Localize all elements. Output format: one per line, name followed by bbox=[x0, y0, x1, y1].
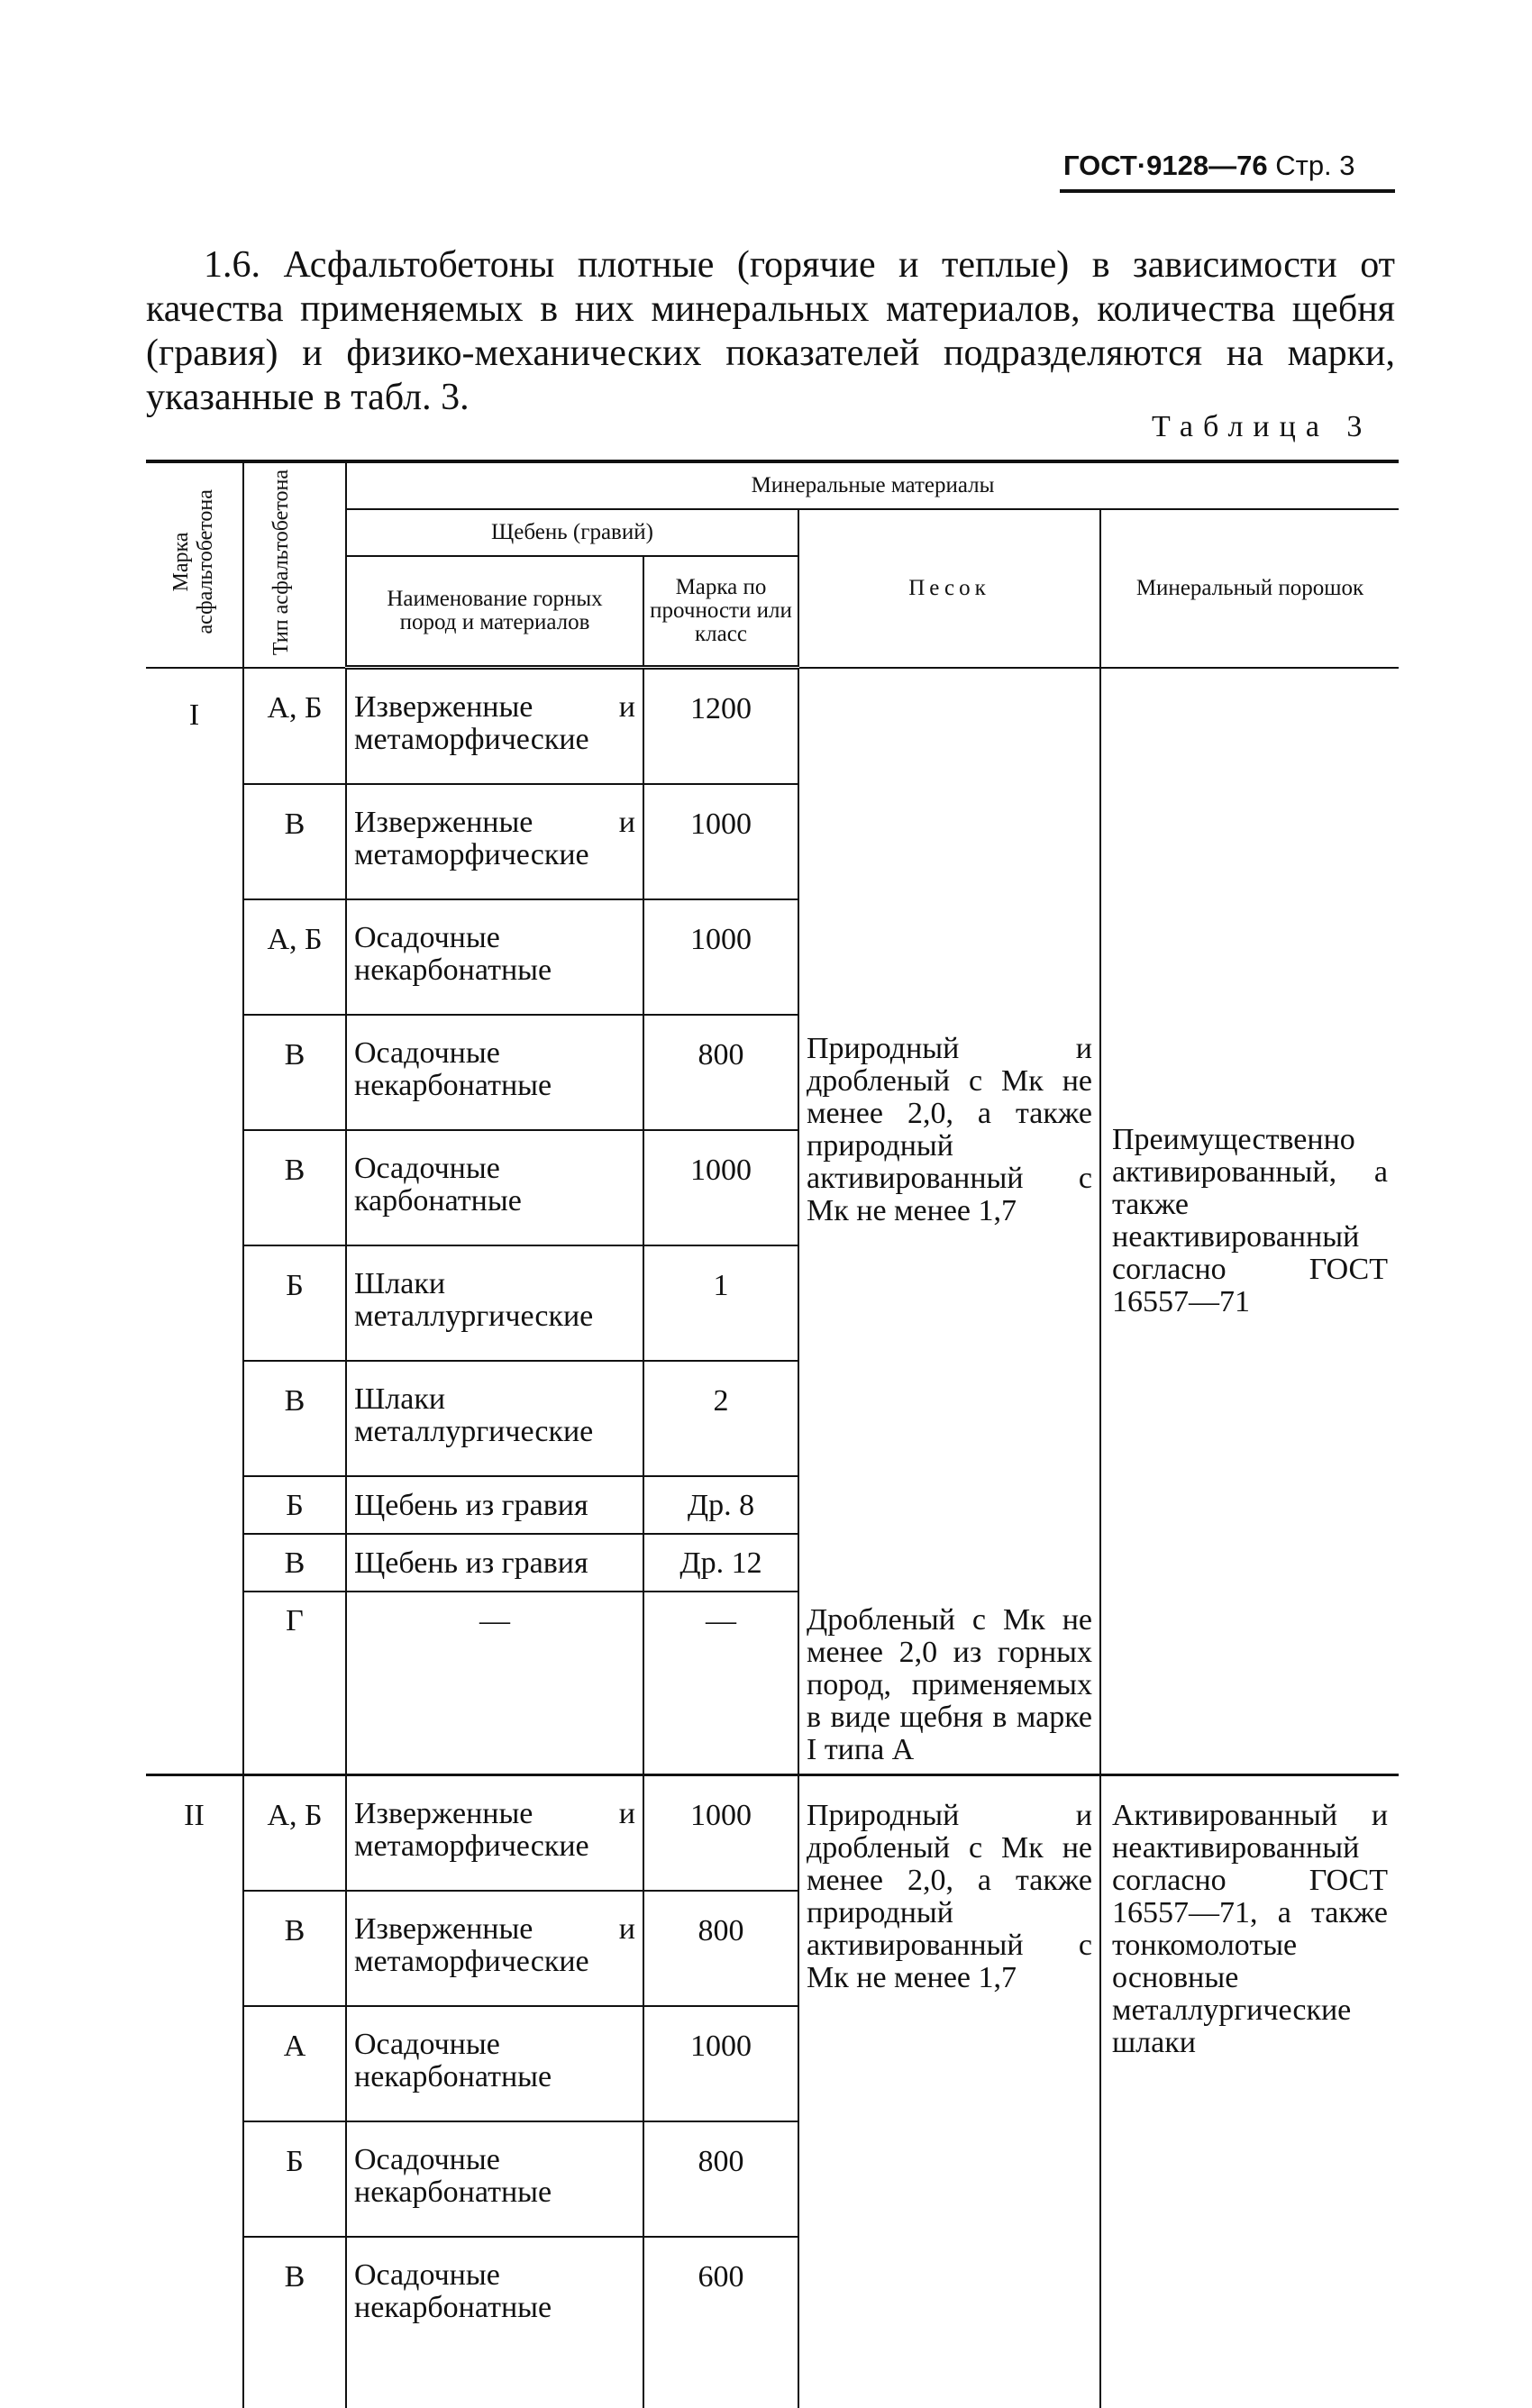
rock-name-cell: Осадочные некарбонатные bbox=[346, 2121, 643, 2237]
type-cell: А, Б bbox=[243, 668, 346, 785]
asphalt-grades-table bbox=[146, 460, 1399, 2408]
strength-cell: 800 bbox=[643, 2121, 798, 2237]
brand-cell-II: II bbox=[146, 1775, 243, 2408]
type-cell: А bbox=[243, 2006, 346, 2121]
type-cell: В bbox=[243, 1361, 346, 1476]
rock-name-cell: Осадочные некарбонатные bbox=[346, 1015, 643, 1130]
type-cell: В bbox=[243, 2237, 346, 2408]
powder-cell-I: Преимущественно активированный, а также неактивированный согласно ГОСТ 16557—71 bbox=[1100, 668, 1399, 1775]
header-brand-label: Марка асфальтобетона bbox=[169, 461, 220, 664]
type-cell: Б bbox=[243, 1245, 346, 1361]
sand-cell-I: Природный и дробленый с Мк не менее 2,0, а также природный активированный с Мк не менее 1,7 bbox=[798, 668, 1100, 1592]
header-brand bbox=[146, 461, 243, 668]
gost-number: ГОСТ·9128—76 bbox=[1063, 150, 1268, 181]
strength-cell: 800 bbox=[643, 1891, 798, 2006]
rock-name-cell: Щебень из гравия bbox=[346, 1534, 643, 1592]
rock-name-cell: Осадочные некарбонатные bbox=[346, 2006, 643, 2121]
table-row bbox=[146, 1775, 1399, 1892]
type-cell: В bbox=[243, 1130, 346, 1245]
type-cell: Г bbox=[243, 1592, 346, 1775]
table-body bbox=[146, 668, 1399, 2408]
page-number: Стр. 3 bbox=[1275, 150, 1354, 181]
strength-cell: 800 bbox=[643, 1015, 798, 1130]
header-powder: Минеральный порошок bbox=[1100, 509, 1399, 668]
rock-name-cell: Шлаки металлургические bbox=[346, 1361, 643, 1476]
type-cell: В bbox=[243, 1015, 346, 1130]
table-header bbox=[146, 461, 1399, 668]
header-mineral-materials: Минеральные материалы bbox=[346, 461, 1399, 509]
running-head bbox=[1063, 150, 1355, 182]
header-strength: Марка по прочности или класс bbox=[643, 556, 798, 668]
strength-cell: 1200 bbox=[643, 668, 798, 785]
strength-cell: 1000 bbox=[643, 1130, 798, 1245]
table-row bbox=[146, 668, 1399, 785]
type-cell: В bbox=[243, 1534, 346, 1592]
header-type bbox=[243, 461, 346, 668]
strength-cell: 1000 bbox=[643, 1775, 798, 1892]
rock-name-cell: Изверженные и метаморфические bbox=[346, 1775, 643, 1892]
sand-cell-II: Природный и дробленый с Мк не менее 2,0, а также природный активированный с Мк не менее 1,7 bbox=[798, 1775, 1100, 2408]
rock-name-cell: Осадочные некарбонатные bbox=[346, 899, 643, 1015]
rock-name-cell: Щебень из гравия bbox=[346, 1476, 643, 1534]
strength-cell: Др. 12 bbox=[643, 1534, 798, 1592]
rock-name-cell: — bbox=[346, 1592, 643, 1775]
brand-cell-I: I bbox=[146, 668, 243, 1775]
type-cell: В bbox=[243, 1891, 346, 2006]
strength-cell: 1000 bbox=[643, 784, 798, 899]
rock-name-cell: Осадочные некарбонатные bbox=[346, 2237, 643, 2408]
strength-cell: 1 bbox=[643, 1245, 798, 1361]
type-cell: Б bbox=[243, 2121, 346, 2237]
strength-cell: 1000 bbox=[643, 2006, 798, 2121]
rock-name-cell: Шлаки металлургические bbox=[346, 1245, 643, 1361]
rock-name-cell: Изверженные и метаморфические bbox=[346, 784, 643, 899]
header-sand: Песок bbox=[798, 509, 1100, 668]
strength-cell: — bbox=[643, 1592, 798, 1775]
strength-cell: Др. 8 bbox=[643, 1476, 798, 1534]
type-cell: А, Б bbox=[243, 1775, 346, 1892]
rock-name-cell: Осадочные карбонатные bbox=[346, 1130, 643, 1245]
sand-cell-I-G: Дробленый с Мк не менее 2,0 из горных пород, применяемых в виде щебня в марке I типа А bbox=[798, 1592, 1100, 1775]
header-crushed-stone: Щебень (гравий) bbox=[346, 509, 798, 556]
type-cell: Б bbox=[243, 1476, 346, 1534]
header-type-label: Тип асфальтобетона bbox=[269, 470, 320, 655]
strength-cell: 600 bbox=[643, 2237, 798, 2408]
strength-cell: 1000 bbox=[643, 899, 798, 1015]
powder-cell-II: Активированный и неактивированный согласно ГОСТ 16557—71, а также тонкомолотые основные металлургические шлаки bbox=[1100, 1775, 1399, 2408]
header-rule bbox=[1060, 189, 1395, 193]
paragraph-1-6: 1.6. Асфальтобетоны плотные (горячие и теплые) в зависимости от качества применяемых в них минеральных материалов, количества щебня (гравия) и физико-механических показателей подразделяются на марки, указанные в табл. 3. bbox=[146, 243, 1395, 420]
rock-name-cell: Изверженные и метаморфические bbox=[346, 1891, 643, 2006]
type-cell: В bbox=[243, 784, 346, 899]
type-cell: А, Б bbox=[243, 899, 346, 1015]
header-rock-name: Наименование горных пород и материалов bbox=[346, 556, 643, 668]
table-caption: Таблица 3 bbox=[1152, 410, 1372, 444]
rock-name-cell: Изверженные и метаморфические bbox=[346, 668, 643, 785]
strength-cell: 2 bbox=[643, 1361, 798, 1476]
